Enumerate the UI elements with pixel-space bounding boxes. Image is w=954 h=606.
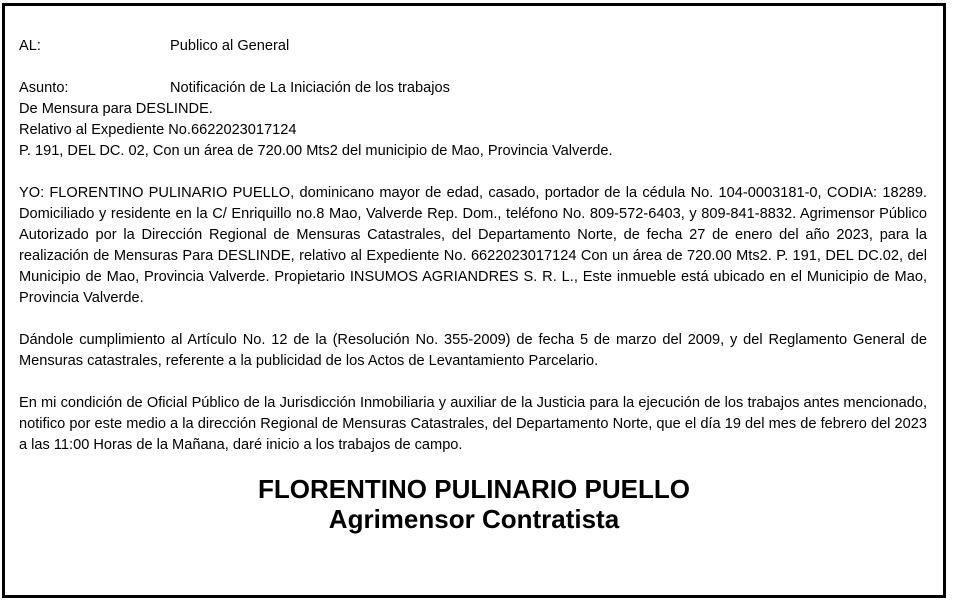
subject-line-3: Relativo al Expediente No.6622023017124 (19, 122, 297, 138)
recipient-label: AL: (19, 38, 41, 54)
subject-line-4: P. 191, DEL DC. 02, Con un área de 720.00 Mts2 del municipio de Mao, Provincia Valverde. (19, 143, 613, 159)
subject-value: Notificación de La Iniciación de los trabajos (170, 80, 450, 96)
notification-paragraph: En mi condición de Oficial Público de la Jurisdicción Inmobiliaria y auxiliar de la Justicia para la ejecución de los trabajos antes mencionado, notifico por este medio a la dirección Regional de Mensuras Catastrales, del Departamento Norte, que el día 19 del mes de febrero del 2023 a las 11:00 Horas de la Mañana, daré inicio a los trabajos de campo. (19, 395, 927, 453)
signature-name: FLORENTINO PULINARIO PUELLO (258, 474, 690, 504)
declaration-paragraph: YO: FLORENTINO PULINARIO PUELLO, dominicano mayor de edad, casado, portador de la cédula No. 104-0003181-0, CODIA: 18289. Domiciliado y residente en la C/ Enriquillo no.8 Mao, Valverde Rep. Dom., teléfono No. 809-572-6403, y 809-841-8832. Agrimensor Público Autorizado por la Dirección Regional de Mensuras Catastrales, del Departamento Norte, de fecha 27 de enero del año 2023, para la realización de Mensuras Para DESLINDE, relativo al Expediente No. 6622023017124 Con un área de 720.00 Mts2. P. 191, DEL DC.02, del Municipio de Mao, Provincia Valverde. Propietario INSUMOS AGRIANDRES S. R. L., Este inmueble está ubicado en el Municipio de Mao, Provincia Valverde. (19, 185, 927, 306)
subject-row (19, 78, 927, 99)
subject-label: Asunto: (19, 80, 69, 96)
compliance-paragraph: Dándole cumplimiento al Artículo No. 12 de la (Resolución No. 355-2009) de fecha 5 de marzo del 2009, y del Reglamento General de Mensuras catastrales, referente a la publicidad de los Actos de Levantamiento Parcelario. (19, 332, 927, 369)
notice-document (19, 36, 927, 456)
recipient-value: Publico al General (170, 38, 290, 54)
signature-title: Agrimensor Contratista (328, 504, 620, 534)
recipient-row (19, 36, 927, 57)
subject-line-2: De Mensura para DESLINDE. (19, 101, 213, 117)
